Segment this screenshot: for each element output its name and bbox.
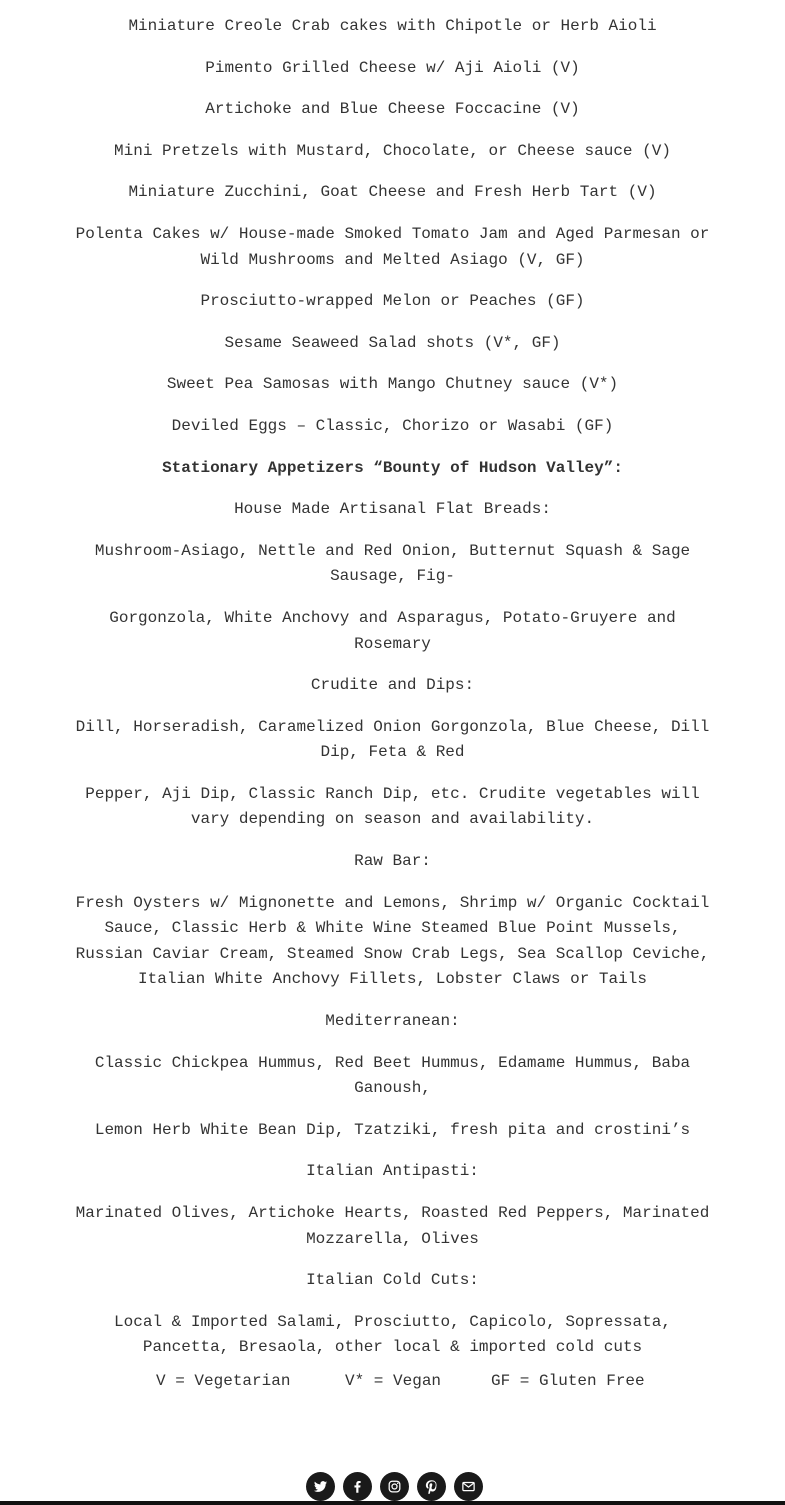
menu-item: Pimento Grilled Cheese w/ Aji Aioli (V) xyxy=(205,58,580,77)
legend-gluten-free: GF = Gluten Free xyxy=(491,1372,645,1390)
mediterranean-title: Mediterranean: xyxy=(325,1012,460,1031)
italian-cold-cuts-description: Local & Imported Salami, Prosciutto, Capicolo, Sopressata, Pancetta, Bresaola, other local & imported cold cuts xyxy=(114,1312,671,1357)
stationary-appetizers-heading: Stationary Appetizers “Bounty of Hudson Valley”: xyxy=(162,458,623,477)
pinterest-icon xyxy=(424,1479,439,1494)
menu-item: Polenta Cakes w/ House-made Smoked Tomato Jam and Aged Parmesan or Wild Mushrooms and Melted Asiago (V, GF) xyxy=(75,224,710,269)
menu-item: Sweet Pea Samosas with Mango Chutney sauce (V*) xyxy=(166,375,619,394)
email-link[interactable] xyxy=(454,1472,483,1501)
legend-vegetarian: V = Vegetarian xyxy=(156,1372,291,1390)
pinterest-link[interactable] xyxy=(417,1472,446,1501)
menu-list xyxy=(70,14,715,1377)
mediterranean-description-continued: Lemon Herb White Bean Dip, Tzatziki, fresh pita and crostini’s xyxy=(94,1120,691,1139)
social-links xyxy=(306,1472,483,1501)
flatbreads-description: Mushroom-Asiago, Nettle and Red Onion, Butternut Squash & Sage Sausage, Fig- xyxy=(94,541,691,586)
raw-bar-description: Fresh Oysters w/ Mignonette and Lemons, Shrimp w/ Organic Cocktail Sauce, Classic Herb & White Wine Steamed Blue Point Mussels, Russian Caviar Cream, Steamed Snow Crab Legs, Sea Scallop Ceviche, Italian White Anchovy Fillets, Lobster Claws or Tails xyxy=(75,893,710,989)
menu-item: Sesame Seaweed Salad shots (V*, GF) xyxy=(224,333,561,352)
menu-item: Artichoke and Blue Cheese Foccacine (V) xyxy=(205,100,580,119)
twitter-link[interactable] xyxy=(306,1472,335,1501)
crudite-description-continued: Pepper, Aji Dip, Classic Ranch Dip, etc. Crudite vegetables will vary depending on season and availability. xyxy=(85,784,700,829)
italian-cold-cuts-title: Italian Cold Cuts: xyxy=(306,1271,479,1290)
instagram-icon xyxy=(387,1479,402,1494)
menu-item: Miniature Zucchini, Goat Cheese and Fresh Herb Tart (V) xyxy=(128,183,657,202)
dietary-legend xyxy=(0,1369,785,1393)
mediterranean-description: Classic Chickpea Hummus, Red Beet Hummus, Edamame Hummus, Baba Ganoush, xyxy=(94,1053,691,1098)
italian-antipasti-description: Marinated Olives, Artichoke Hearts, Roasted Red Peppers, Marinated Mozzarella, Olives xyxy=(75,1204,710,1248)
email-icon xyxy=(461,1479,476,1494)
crudite-title: Crudite and Dips: xyxy=(310,676,475,695)
flatbreads-description-continued: Gorgonzola, White Anchovy and Asparagus, Potato-Gruyere and Rosemary xyxy=(109,608,676,653)
menu-item: Miniature Creole Crab cakes with Chipotle or Herb Aioli xyxy=(128,17,657,35)
bottom-border xyxy=(0,1501,785,1505)
menu-item: Mini Pretzels with Mustard, Chocolate, or Cheese sauce (V) xyxy=(114,141,671,160)
menu-item: Deviled Eggs – Classic, Chorizo or Wasabi (GF) xyxy=(171,416,614,435)
facebook-link[interactable] xyxy=(343,1472,372,1501)
raw-bar-title: Raw Bar: xyxy=(354,852,431,871)
flatbreads-title: House Made Artisanal Flat Breads: xyxy=(234,500,551,519)
italian-antipasti-title: Italian Antipasti: xyxy=(306,1162,479,1181)
facebook-icon xyxy=(350,1479,365,1494)
menu-item: Prosciutto-wrapped Melon or Peaches (GF) xyxy=(200,292,585,311)
twitter-icon xyxy=(313,1479,328,1494)
crudite-description: Dill, Horseradish, Caramelized Onion Gorgonzola, Blue Cheese, Dill Dip, Feta & Red xyxy=(75,717,710,762)
instagram-link[interactable] xyxy=(380,1472,409,1501)
legend-vegan: V* = Vegan xyxy=(345,1372,442,1390)
